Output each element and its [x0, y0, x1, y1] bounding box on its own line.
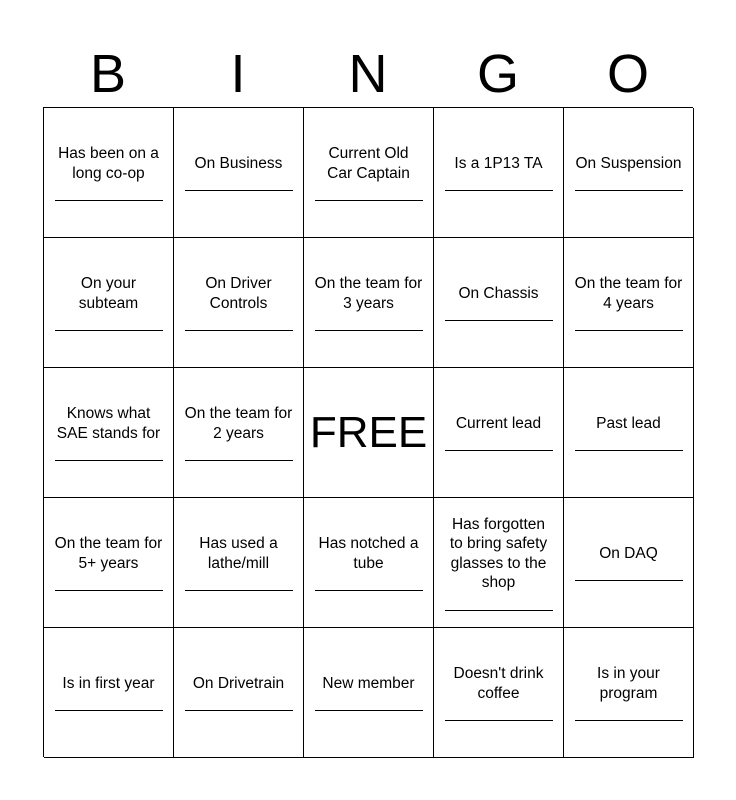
header-letter-o: O — [606, 44, 649, 104]
signature-line — [55, 710, 163, 711]
bingo-cell[interactable] — [44, 628, 174, 758]
signature-line — [315, 710, 423, 711]
bingo-cell[interactable] — [304, 108, 434, 238]
signature-line — [575, 720, 683, 721]
bingo-cell[interactable] — [174, 238, 304, 368]
signature-line — [445, 190, 553, 191]
cell-label: Has been on a long co-op — [58, 145, 159, 182]
cell-label: On Chassis — [458, 284, 539, 302]
header-letter-n: N — [348, 44, 388, 104]
signature-line — [575, 330, 683, 331]
bingo-cell[interactable] — [304, 238, 434, 368]
bingo-cell[interactable] — [564, 368, 694, 498]
bingo-cell[interactable] — [564, 238, 694, 368]
cell-label: Has notched a tube — [318, 535, 419, 572]
cell-label: Is in your program — [597, 665, 660, 702]
bingo-cell[interactable] — [174, 108, 304, 238]
cell-label: On the team for 5+ years — [54, 535, 163, 572]
cell-label: Knows what SAE stands for — [56, 405, 161, 442]
bingo-cell[interactable] — [564, 498, 694, 628]
bingo-cell[interactable] — [304, 628, 434, 758]
signature-line — [445, 320, 553, 321]
cell-label: On Driver Controls — [205, 275, 272, 312]
signature-line — [575, 190, 683, 191]
signature-line — [445, 450, 553, 451]
bingo-header — [43, 44, 693, 104]
bingo-cell[interactable] — [434, 238, 564, 368]
bingo-cell[interactable] — [44, 498, 174, 628]
bingo-cell[interactable] — [434, 628, 564, 758]
bingo-cell[interactable] — [564, 108, 694, 238]
signature-line — [445, 610, 553, 611]
signature-line — [185, 710, 293, 711]
signature-line — [575, 450, 683, 451]
signature-line — [55, 200, 163, 201]
cell-label: On the team for 2 years — [184, 405, 293, 442]
cell-label: On Business — [194, 154, 283, 172]
bingo-cell[interactable] — [434, 368, 564, 498]
signature-line — [55, 590, 163, 591]
bingo-cell[interactable] — [304, 498, 434, 628]
bingo-cell[interactable] — [44, 368, 174, 498]
cell-label: Is a 1P13 TA — [454, 154, 543, 172]
cell-label: On Suspension — [575, 154, 682, 172]
signature-line — [445, 720, 553, 721]
signature-line — [55, 330, 163, 331]
header-letter-g: G — [476, 44, 519, 104]
signature-line — [315, 200, 423, 201]
header-letter-i: I — [230, 44, 246, 104]
bingo-cell[interactable] — [44, 108, 174, 238]
signature-line — [185, 460, 293, 461]
signature-line — [185, 590, 293, 591]
signature-line — [315, 590, 423, 591]
cell-label: On Drivetrain — [192, 674, 285, 692]
bingo-cell[interactable] — [174, 498, 304, 628]
cell-label: On your subteam — [78, 275, 139, 312]
cell-label: Doesn't drink coffee — [453, 665, 544, 702]
bingo-cell[interactable] — [434, 498, 564, 628]
bingo-cell[interactable] — [434, 108, 564, 238]
signature-line — [185, 330, 293, 331]
cell-label: Current Old Car Captain — [327, 145, 410, 182]
header-letter-b: B — [89, 44, 127, 104]
bingo-cell[interactable] — [174, 368, 304, 498]
bingo-cell[interactable] — [564, 628, 694, 758]
signature-line — [185, 190, 293, 191]
signature-line — [315, 330, 423, 331]
free-space-cell — [304, 368, 434, 498]
cell-label: Has used a lathe/mill — [199, 535, 278, 572]
cell-label: On the team for 4 years — [574, 275, 683, 312]
free-space-label: FREE — [309, 407, 428, 457]
cell-label: On DAQ — [599, 544, 658, 562]
bingo-grid — [43, 107, 693, 757]
cell-label: Has forgotten to bring safety glasses to the shop — [449, 515, 548, 591]
bingo-cell[interactable] — [174, 628, 304, 758]
bingo-cell[interactable] — [44, 238, 174, 368]
cell-label: Is in first year — [62, 674, 155, 692]
cell-label: Past lead — [596, 414, 661, 432]
cell-label: Current lead — [455, 414, 542, 432]
signature-line — [575, 580, 683, 581]
cell-label: On the team for 3 years — [314, 275, 423, 312]
signature-line — [55, 460, 163, 461]
cell-label: New member — [322, 674, 415, 692]
